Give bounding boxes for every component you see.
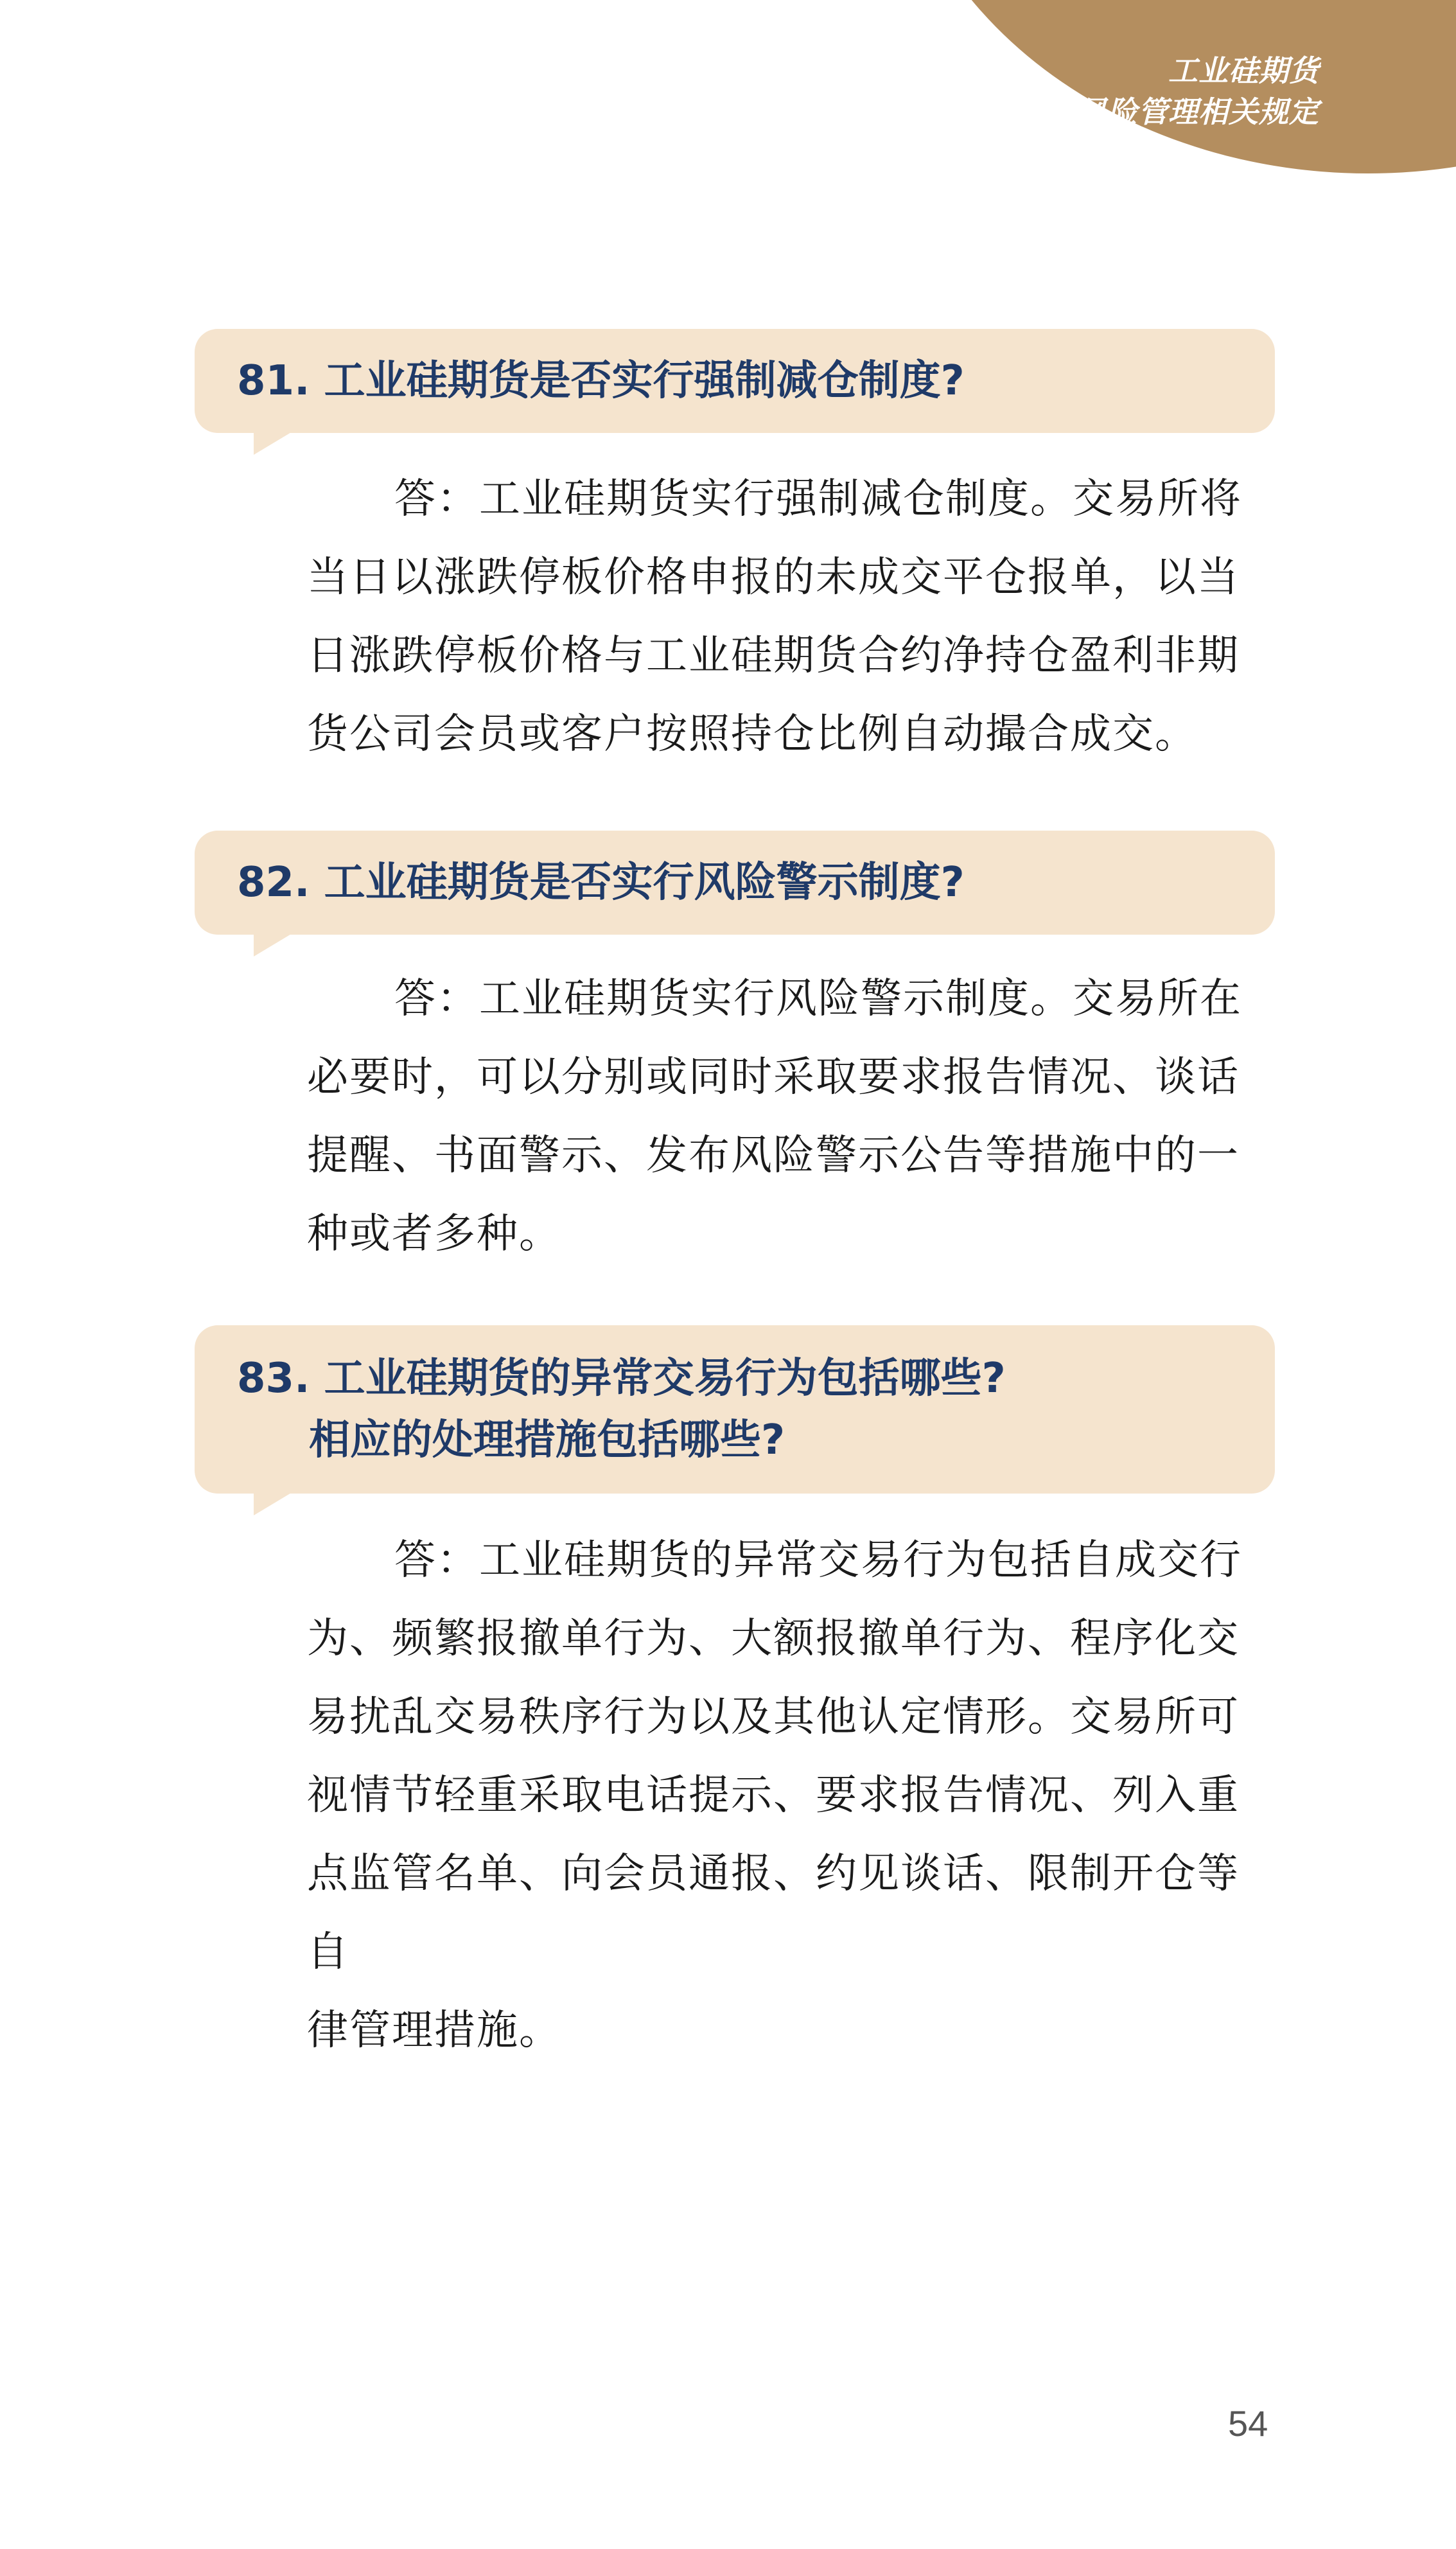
answer-83 [307, 1521, 1278, 2070]
answer-83-line: 点监管名单、向会员通报、约见谈话、限制开仓等自 [307, 1850, 1240, 1976]
page-number: 54 [1228, 2403, 1268, 2444]
answer-81-line: 当日以涨跌停板价格申报的未成交平仓报单，以当 [307, 554, 1240, 601]
answer-83-line: 律管理措施。 [307, 2007, 561, 2054]
answer-81 [307, 460, 1278, 773]
question-box-82 [195, 831, 1275, 935]
running-header-line1: 工业硅期货 [1168, 53, 1319, 88]
answer-82 [307, 960, 1278, 1273]
running-header-line2: 风险管理相关规定 [1078, 94, 1319, 129]
question-83-line2: 相应的处理措施包括哪些? [309, 1416, 785, 1464]
answer-82-line: 种或者多种。 [307, 1210, 561, 1258]
running-header [1078, 50, 1319, 132]
answer-81-line: 货公司会员或客户按照持仓比例自动撮合成交。 [307, 710, 1197, 758]
answer-81-line: 答：工业硅期货实行强制减仓制度。交易所将 [394, 475, 1242, 523]
question-text-81: 81. 工业硅期货是否实行强制减仓制度? [237, 357, 965, 405]
question-text-82: 82. 工业硅期货是否实行风险警示制度? [237, 859, 965, 906]
question-text-83 [237, 1348, 1006, 1471]
answer-82-line: 必要时，可以分别或同时采取要求报告情况、谈话 [307, 1054, 1240, 1101]
question-box-81 [195, 329, 1275, 433]
answer-81-line: 日涨跌停板价格与工业硅期货合约净持仓盈利非期 [307, 632, 1240, 680]
answer-83-line: 视情节轻重采取电话提示、要求报告情况、列入重 [307, 1772, 1240, 1819]
answer-83-line: 答：工业硅期货的异常交易行为包括自成交行 [394, 1537, 1242, 1584]
question-83-line1: 83. 工业硅期货的异常交易行为包括哪些? [237, 1355, 1006, 1402]
answer-82-line: 提醒、书面警示、发布风险警示公告等措施中的一 [307, 1132, 1240, 1179]
question-box-83 [195, 1325, 1275, 1494]
answer-82-line: 答：工业硅期货实行风险警示制度。交易所在 [394, 975, 1242, 1023]
answer-83-line: 易扰乱交易秩序行为以及其他认定情形。交易所可 [307, 1693, 1240, 1741]
answer-83-line: 为、频繁报撤单行为、大额报撤单行为、程序化交 [307, 1615, 1240, 1663]
